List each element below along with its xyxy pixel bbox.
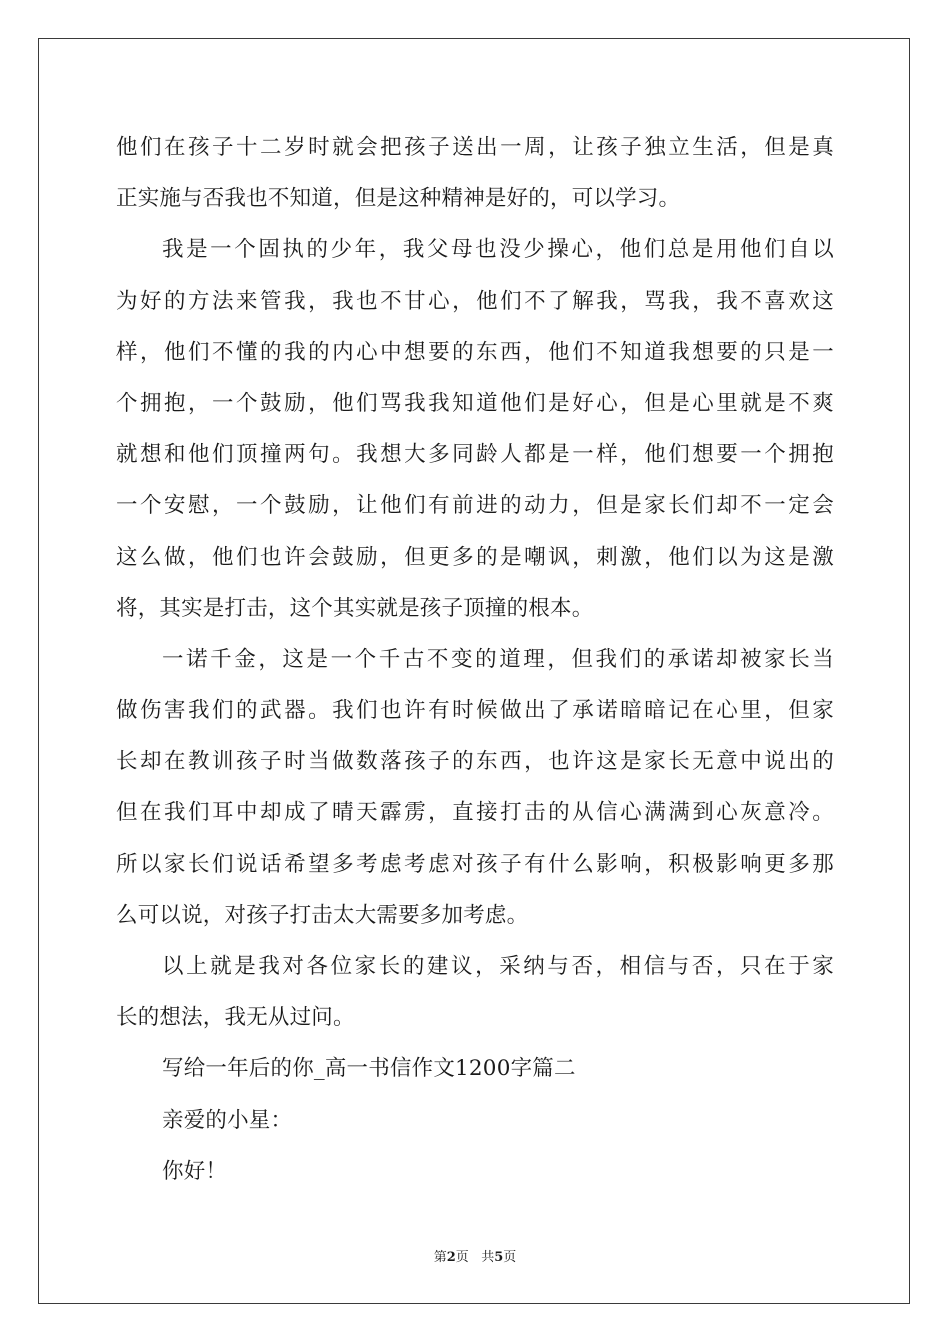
- text-line: 一个安慰，一个鼓励，让他们有前进的动力，但是家长们却不一定会: [116, 493, 834, 519]
- text-line: 所以家长们说话希望多考虑考虑对孩子有什么影响，积极影响更多那: [116, 851, 834, 877]
- page-footer: [0, 1246, 950, 1265]
- text-line: 正实施与否我也不知道，但是这种精神是好的，可以学习。: [116, 186, 681, 212]
- text-line: 么可以说，对孩子打击太大需要多加考虑。: [116, 902, 529, 928]
- footer-page-number: 2: [446, 1250, 456, 1265]
- text-line: 亲爱的小星：: [162, 1107, 293, 1133]
- footer-total-pages: 5: [494, 1250, 504, 1265]
- text-line: 个拥抱，一个鼓励，他们骂我我知道他们是好心，但是心里就是不爽: [116, 390, 834, 416]
- text-line: 做伤害我们的武器。我们也许有时候做出了承诺暗暗记在心里，但家: [116, 698, 834, 724]
- text-line: 一诺千金，这是一个千古不变的道理，但我们的承诺却被家长当: [162, 646, 834, 672]
- text-line: 将，其实是打击，这个其实就是孩子顶撞的根本。: [116, 595, 594, 621]
- text-line: 长的想法，我无从过问。: [116, 1005, 355, 1031]
- text-line: 写给一年后的你_高一书信作文1200字篇二: [162, 1056, 576, 1082]
- text-line: 就想和他们顶撞两句。我想大多同龄人都是一样，他们想要一个拥抱: [116, 442, 834, 468]
- footer-middle: 页 共: [455, 1250, 495, 1265]
- footer-prefix: 第: [433, 1250, 447, 1265]
- text-line: 以上就是我对各位家长的建议，采纳与否，相信与否，只在于家: [162, 954, 834, 979]
- text-line: 这么做，他们也许会鼓励，但更多的是嘲讽，刺激，他们以为这是激: [116, 544, 834, 570]
- document-body: [116, 122, 834, 1197]
- text-line: 样，他们不懂的我的内心中想要的东西，他们不知道我想要的只是一: [116, 339, 834, 365]
- text-line: 为好的方法来管我，我也不甘心，他们不了解我，骂我，我不喜欢这: [116, 288, 834, 314]
- text-line: 他们在孩子十二岁时就会把孩子送出一周，让孩子独立生活，但是真: [116, 135, 834, 160]
- text-line: 长却在教训孩子时当做数落孩子的东西，也许这是家长无意中说出的: [116, 749, 834, 775]
- footer-suffix: 页: [503, 1250, 517, 1265]
- text-line: 你好！: [162, 1158, 228, 1184]
- text-line: 我是一个固执的少年，我父母也没少操心，他们总是用他们自以: [162, 237, 834, 263]
- text-line: 但在我们耳中却成了晴天霹雳，直接打击的从信心满满到心灰意冷。: [116, 800, 834, 826]
